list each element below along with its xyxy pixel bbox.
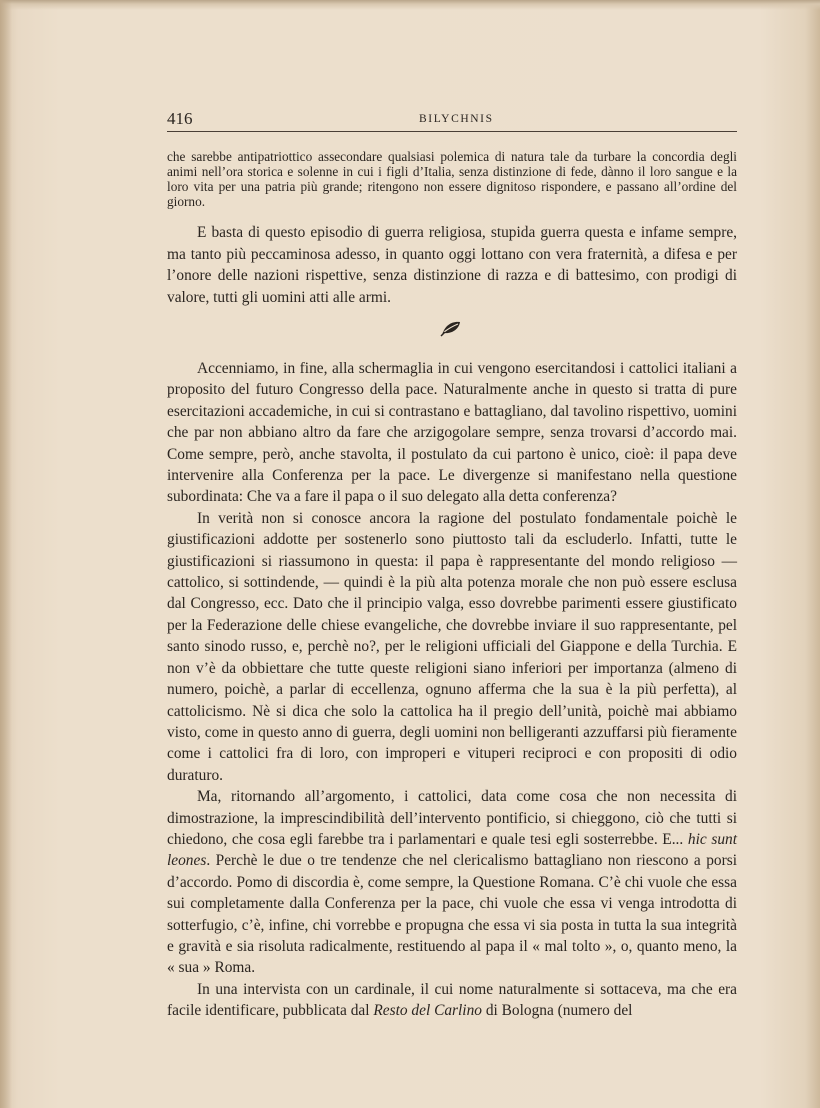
paragraph-5: [167, 979, 737, 1022]
paragraph-1-text: E basta di questo episodio di guerra religiosa, stupida guerra questa e infame sempre, ma tanto più peccaminosa adesso, in quanto oggi lottano con vera fraternità, a difesa e per l’onore delle nazioni rispettive, senza distinzione di razza e di battesimo, con prodigi di valore, tutti gli uomini atti alle armi.: [167, 224, 737, 306]
paragraph-4-text-b: . Perchè le due o tre tendenze che nel clericalismo battagliano non riescono a porsi d’accordo. Pomo di discordia è, come sempre, la Questione Romana. C’è chi vuole che essa sui completamente dalla Conferenza per la pace, chi vuole che essa vi venga introdotta di sotterfugio, c’è, infine, chi vorrebbe e propugna che essa vi sia posta in tutta la sua integrità e gravità e sia risoluta radicalmente, restituendo al papa il « mal tolto », o, quanto meno, la « sua » Roma.: [167, 852, 737, 977]
paragraph-5-italic: Resto del Carlino: [373, 1002, 482, 1020]
paragraph-5-text-b: di Bologna (numero del: [481, 1002, 633, 1020]
page-number: 416: [167, 109, 193, 128]
continuation-paragraph: [167, 149, 737, 209]
paragraph-4: [167, 786, 737, 979]
paragraph-religious-war: [167, 222, 737, 308]
continuation-text: che sarebbe antipatriottico assecondare qualsiasi polemica di natura tale da turbare la concordia degli animi nell’ora storica e solenne in cui i figli d’Italia, senza distinzione di fede, dànno il loro sangue e la loro vita per una patria più grande; ritengono non essere dignitoso rispondere, e passano all’ordine del giorno.: [167, 149, 737, 209]
paragraph-4-italic: hic sunt leones: [167, 830, 737, 870]
page-top-edge: [0, 0, 820, 10]
paragraph-5-text-a: In una intervista con un cardinale, il cui nome naturalmente si sottaceva, ma che era facile identificare, pubblicata dal: [167, 980, 737, 1020]
paragraph-2-text: Accenniamo, in fine, alla schermaglia in cui vengono esercitandosi i cattolici italiani a proposito del futuro Congresso della pace. Naturalmente anche in questo si tratta di pure esercitazioni accademiche, in cui si contrastano e battagliano, dal tavolino rispettivo, uomini che par non abbiano altro da fare che arzigogolare sempre, senza trovarsi d’accordo mai. Come sempre, però, anche stavolta, il postulato da cui partono è unico, cioè: il papa deve intervenire alla Conferenza per la pace. Le divergenze si manifestano nella questione subordinata: Che va a fare il papa o il suo delegato alla detta conferenza?: [167, 360, 737, 506]
running-title: BILYCHNIS: [419, 113, 494, 125]
paragraph-4-text-a: Ma, ritornando all’argomento, i cattolici, data come cosa che non necessita di dimostrazione, la imprescindibilità dell’intervento pontificio, si chieggono, ciò che tutti si chiedono, che cosa egli farebbe tra i parlamentari e quale tesi egli sosterrebbe. E...: [167, 788, 737, 848]
header-rule: [167, 131, 737, 132]
page-left-edge: [0, 0, 12, 1108]
page-header: [167, 109, 737, 133]
main-text: [167, 358, 737, 1022]
leaf-ornament-icon: [439, 318, 463, 338]
paragraph-3-text: In verità non si conosce ancora la ragione del postulato fondamentale poichè le giustificazioni addotte per sostenerlo sono piuttosto tali da escluderlo. Infatti, tutte le giustificazioni si riassumono in questa: il papa è rappresentante del mondo religioso — cattolico, si sottindende, — quindi è la più alta potenza morale che non può essere esclusa dal Congresso, ecc. Dato che il principio valga, esso dovrebbe parimenti essere giustificato per la Federazione delle chiese evangeliche, che dovrebbe inviare il suo rappresentante, pel santo sinodo russo, e, perchè no?, per le religioni ufficiali del Giappone e della Turchia. E non v’è da obbiettare che tutte queste religioni siano inferiori per importanza (almeno di numero, poichè, a parlar di eccellenza, ognuno afferma che la sua è la più perfetta), al cattolicismo. Nè si dica che solo la cattolica ha il pregio dell’unità, poichè mai abbiamo visto, come in questo anno di guerra, degli uomini non belligeranti azzuffarsi più fieramente come i cattolici fra di loro, con improperi e vituperi reciproci e con propositi di odio duraturo.: [167, 509, 737, 784]
